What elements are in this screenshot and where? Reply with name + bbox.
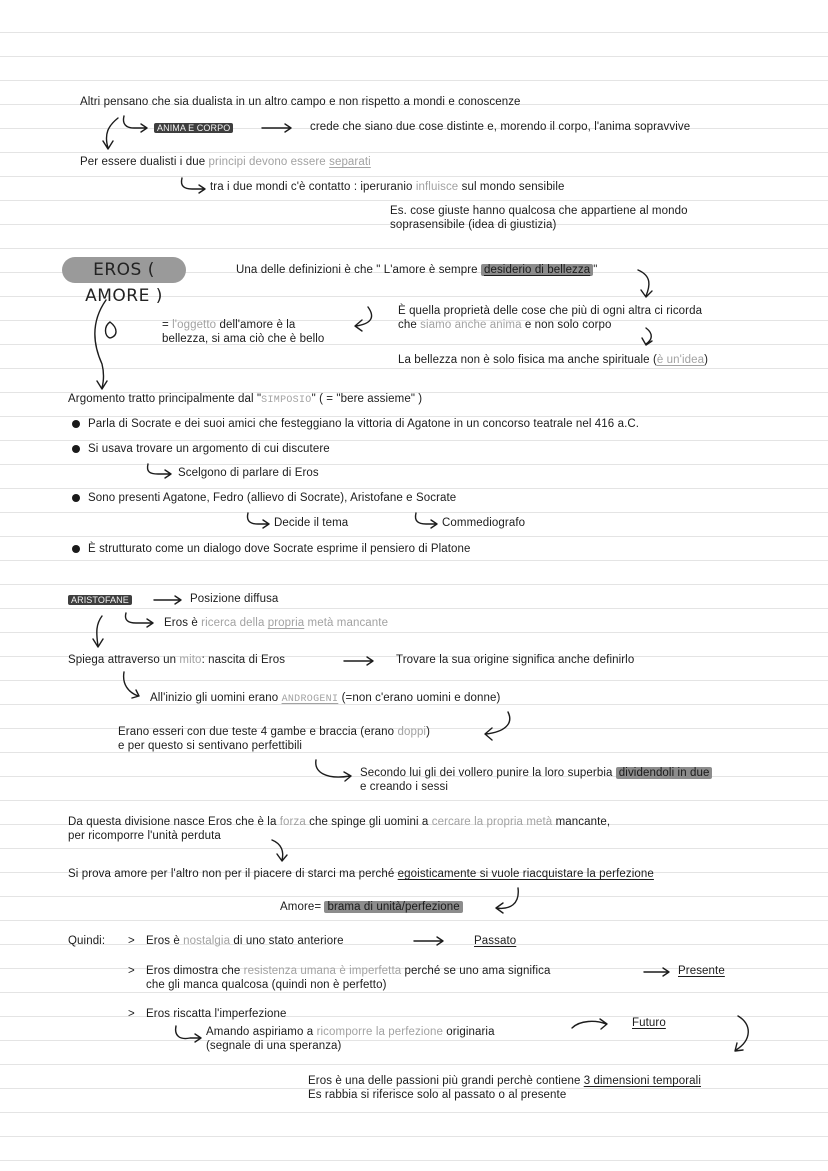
text-line: crede che siano due cose distinte e, morendo il corpo, l'anima sopravvive: [310, 121, 691, 133]
chevron-right-icon: >: [128, 1008, 135, 1020]
text-line: [118, 726, 430, 739]
highlight: desiderio di bellezza: [481, 264, 593, 276]
gray-underline-span: è un'idea: [656, 354, 705, 366]
highlight: brama di unità/perfezione: [324, 901, 462, 913]
section-title: EROS ( AMORE ): [62, 257, 186, 283]
text-line: [68, 393, 422, 407]
text-line: Trovare la sua origine significa anche definirlo: [396, 654, 635, 666]
text-span: Eros è una delle passioni più grandi perchè contiene: [308, 1075, 584, 1087]
gray-underline-span: ANDROGENI: [281, 694, 339, 705]
text-line: bellezza, si ama ciò che è bello: [162, 333, 325, 345]
bullet-icon: [72, 494, 80, 502]
text-span: perché se uno ama significa: [401, 965, 551, 977]
hook-arrow-icon: [123, 116, 147, 132]
text-line: Sono presenti Agatone, Fedro (allievo di Socrate), Aristofane e Socrate: [88, 492, 457, 504]
text-line: Es rabbia si riferisce solo al passato o al presente: [308, 1089, 567, 1101]
text-line: Commediografo: [442, 517, 526, 529]
gray-span: principi devono essere: [208, 156, 330, 168]
label-aristofane: [68, 594, 132, 607]
text-span: sul mondo sensibile: [458, 181, 565, 193]
text-line: Scelgono di parlare di Eros: [178, 467, 319, 479]
text-span: ": [593, 264, 598, 276]
text-line: e creando i sessi: [360, 781, 448, 793]
text-span: che spinge gli uomini a: [305, 816, 432, 828]
text-line: [308, 1075, 701, 1088]
hook-arrow-icon: [147, 464, 171, 478]
text-line: Si usava trovare un argomento di cui discutere: [88, 443, 330, 455]
text-line: Presente: [678, 965, 725, 977]
curved-arrow-icon: [638, 270, 652, 297]
text-line: [236, 264, 597, 277]
text-span: di uno stato anteriore: [230, 935, 344, 947]
text-line: Altri pensano che sia dualista in un altro campo e non rispetto a mondi e conoscenze: [80, 96, 521, 108]
text-line: [206, 1026, 495, 1039]
text-span: tra i due mondi c'è contatto : iperuranio: [210, 181, 416, 193]
text-line: [398, 319, 612, 332]
text-line: [68, 816, 610, 829]
gray-span: mito: [179, 654, 202, 666]
curved-arrow-icon: [735, 1016, 748, 1051]
label-anima-corpo: [154, 122, 233, 135]
gray-span: SIMPOSIO: [261, 395, 312, 406]
hook-arrow-icon: [176, 1026, 201, 1042]
bullet-icon: [72, 420, 80, 428]
hook-arrow-icon: [124, 672, 139, 698]
text-line: e per questo si sentivano perfettibili: [118, 740, 303, 752]
hook-arrow-icon: [415, 513, 437, 528]
text-line: Futuro: [632, 1017, 666, 1029]
text-span: La bellezza non è solo fisica ma anche spirituale (: [398, 354, 657, 366]
underline-span: egoisticamente si vuole riacquistare la perfezione: [397, 868, 654, 880]
gray-span: ricomporre la perfezione: [316, 1026, 443, 1038]
text-line: (segnale di una speranza): [206, 1040, 342, 1052]
text-span: e non solo corpo: [521, 319, 612, 331]
highlight: ARISTOFANE: [68, 595, 132, 605]
hook-arrow-icon: [125, 613, 153, 627]
right-arrow-icon: [154, 596, 181, 604]
text-line: [146, 935, 344, 948]
text-line: [210, 181, 565, 194]
text-span: Eros dimostra che: [146, 965, 244, 977]
gray-span: forza: [279, 816, 306, 828]
text-span: originaria: [442, 1026, 495, 1038]
text-line: [80, 156, 371, 169]
text-span: " ( = "bere assieme" ): [311, 393, 423, 405]
text-span: Eros è: [164, 617, 202, 629]
text-line: Es. cose giuste hanno qualcosa che appartiene al mondo: [390, 205, 688, 217]
gray-span: resistenza umana è imperfetta: [243, 965, 402, 977]
chevron-right-icon: >: [128, 935, 135, 947]
text-span: che: [398, 319, 421, 331]
hook-arrow-icon: [316, 760, 351, 781]
text-span: Da questa divisione nasce Eros che è la: [68, 816, 280, 828]
underline-span: 3 dimensioni temporali: [583, 1075, 701, 1087]
text-span: Secondo lui gli dei vollero punire la loro superbia: [360, 767, 616, 779]
curved-arrow-icon: [93, 616, 103, 647]
text-line: che gli manca qualcosa (quindi non è perfetto): [146, 979, 387, 991]
text-line: È quella proprietà delle cose che più di ogni altra ci ricorda: [398, 305, 703, 317]
right-arrow-icon: [262, 124, 291, 132]
bullet-icon: [72, 445, 80, 453]
text-line: [162, 319, 295, 332]
hook-arrow-icon: [181, 178, 205, 193]
text-span: Si prova amore per l'altro non per il piacere di starci ma perché: [68, 868, 398, 880]
text-line: È strutturato come un dialogo dove Socrate esprime il pensiero di Platone: [88, 543, 471, 555]
loop-icon: [106, 322, 117, 338]
gray-span: nostalgia: [183, 935, 231, 947]
text-line: Decide il tema: [274, 517, 349, 529]
text-span: ): [426, 726, 431, 738]
highlight: ANIMA E CORPO: [154, 123, 233, 133]
chevron-right-icon: >: [128, 965, 135, 977]
curved-arrow-icon: [485, 712, 510, 740]
text-line: Quindi:: [68, 935, 106, 947]
text-span: Per essere dualisti i due: [80, 156, 209, 168]
text-span: =: [162, 319, 173, 331]
text-line: Posizione diffusa: [190, 593, 279, 605]
text-line: [360, 767, 712, 780]
text-span: All'inizio gli uomini erano: [150, 692, 282, 704]
text-line: soprasensibile (idea di giustizia): [390, 219, 557, 231]
gray-underline-span: propria: [267, 617, 305, 629]
text-span: ): [704, 354, 709, 366]
text-line: [150, 692, 500, 706]
text-span: (=non c'erano uomini e donne): [338, 692, 501, 704]
text-span: Argomento tratto principalmente dal ": [68, 393, 262, 405]
loop-arrow-icon: [95, 300, 107, 389]
gray-span: metà mancante: [304, 617, 389, 629]
text-span: mancante,: [552, 816, 611, 828]
text-line: [68, 654, 285, 667]
text-span: Amando aspiriamo a: [206, 1026, 317, 1038]
curved-arrow-icon: [572, 1019, 607, 1029]
text-line: Eros riscatta l'imperfezione: [146, 1008, 287, 1020]
right-arrow-icon: [344, 657, 373, 665]
text-line: Passato: [474, 935, 517, 947]
text-span: dell'amore è la: [216, 319, 296, 331]
text-line: per ricomporre l'unità perduta: [68, 830, 221, 842]
text-span: Eros è: [146, 935, 184, 947]
curved-arrow-icon: [355, 307, 372, 331]
text-line: [146, 965, 550, 978]
hook-arrow-icon: [247, 513, 269, 528]
gray-span: siamo anche anima: [420, 319, 522, 331]
text-span: : nascita di Eros: [201, 654, 286, 666]
curved-arrow-icon: [272, 840, 287, 861]
gray-span: cercare la propria metà: [431, 816, 553, 828]
text-line: [398, 354, 708, 367]
right-arrow-icon: [644, 968, 669, 976]
gray-span: influisce: [415, 181, 459, 193]
text-span: Spiega attraverso un: [68, 654, 180, 666]
gray-span: l'oggetto: [172, 319, 217, 331]
gray-underline-span: separati: [329, 156, 371, 168]
text-line: [68, 868, 654, 881]
text-line: [280, 901, 463, 914]
bullet-icon: [72, 545, 80, 553]
text-line: [164, 617, 388, 630]
text-span: Erano esseri con due teste 4 gambe e braccia (erano: [118, 726, 398, 738]
gray-span: ricerca della: [201, 617, 268, 629]
curved-arrow-icon: [103, 118, 118, 149]
text-line: Parla di Socrate e dei suoi amici che festeggiano la vittoria di Agatone in un concorso teatrale nel 416 a.C.: [88, 418, 640, 430]
text-span: Amore=: [280, 901, 325, 913]
curved-arrow-icon: [642, 328, 652, 345]
curved-arrow-icon: [496, 888, 518, 913]
gray-span: doppi: [397, 726, 427, 738]
right-arrow-icon: [414, 937, 443, 945]
highlight: dividendoli in due: [616, 767, 713, 779]
text-span: Una delle definizioni è che " L'amore è sempre: [236, 264, 481, 276]
